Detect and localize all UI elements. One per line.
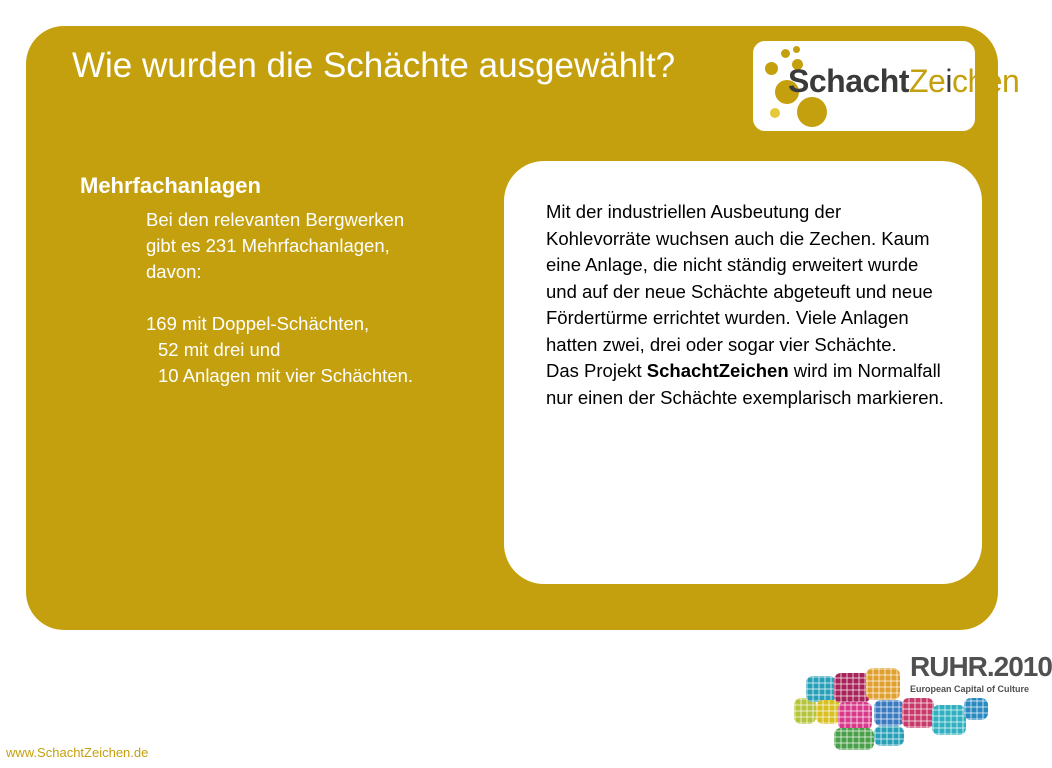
logo-tile (834, 728, 874, 750)
logo-tile (816, 700, 840, 724)
section-heading: Mehrfachanlagen (80, 173, 261, 198)
text-line: 169 mit Doppel-Schächten, (146, 313, 370, 334)
logo-wordmark: SchachtZeichen (788, 63, 1020, 99)
info-paragraph: Mit der industriellen Ausbeutung der Kohlevorräte wuchsen auch die Zechen. Kaum eine Anlage, die nicht ständig erweitert wurde und auf der neue Schächte abgeteuft und neue Fördertürme errichtet wurden. Viele Anlagen hatten zwei, drei oder sogar vier Schächte. (546, 201, 933, 355)
project-name: SchachtZeichen (646, 360, 789, 381)
logo-tile (964, 698, 988, 720)
left-text-block (146, 207, 491, 389)
slide-title: Wie wurden die Schächte ausgewählt? (72, 46, 676, 85)
text-line: Bei den relevanten Bergwerken (146, 209, 405, 230)
logo-dot (765, 62, 778, 75)
text-line: gibt es 231 Mehrfachanlagen, (146, 235, 390, 256)
logo-tile (806, 676, 836, 702)
ruhr2010-subtitle: European Capital of Culture (910, 684, 1030, 694)
logo-tile (866, 668, 900, 700)
logo-tile (874, 726, 904, 746)
logo-dot (781, 49, 790, 58)
info-paragraph: Das Projekt SchachtZeichen wird im Normalfall nur einen der Schächte exemplarisch markieren. (546, 360, 944, 408)
logo-tile (874, 700, 904, 726)
text-line: davon: (146, 261, 202, 282)
logo-dot (770, 108, 780, 118)
text-line: 52 mit drei und (158, 339, 281, 360)
logo-tile (838, 702, 872, 730)
logo-tile (902, 698, 934, 728)
footer-url[interactable]: www.SchachtZeichen.de (6, 745, 149, 760)
logo-tile (932, 705, 966, 735)
logo-dot (793, 46, 800, 53)
text-line: 10 Anlagen mit vier Schächten. (158, 365, 414, 386)
logo-dot (797, 97, 827, 127)
ruhr2010-title: RUHR.2010 (910, 651, 1052, 682)
logo-tile (834, 673, 870, 703)
info-text (546, 199, 946, 411)
